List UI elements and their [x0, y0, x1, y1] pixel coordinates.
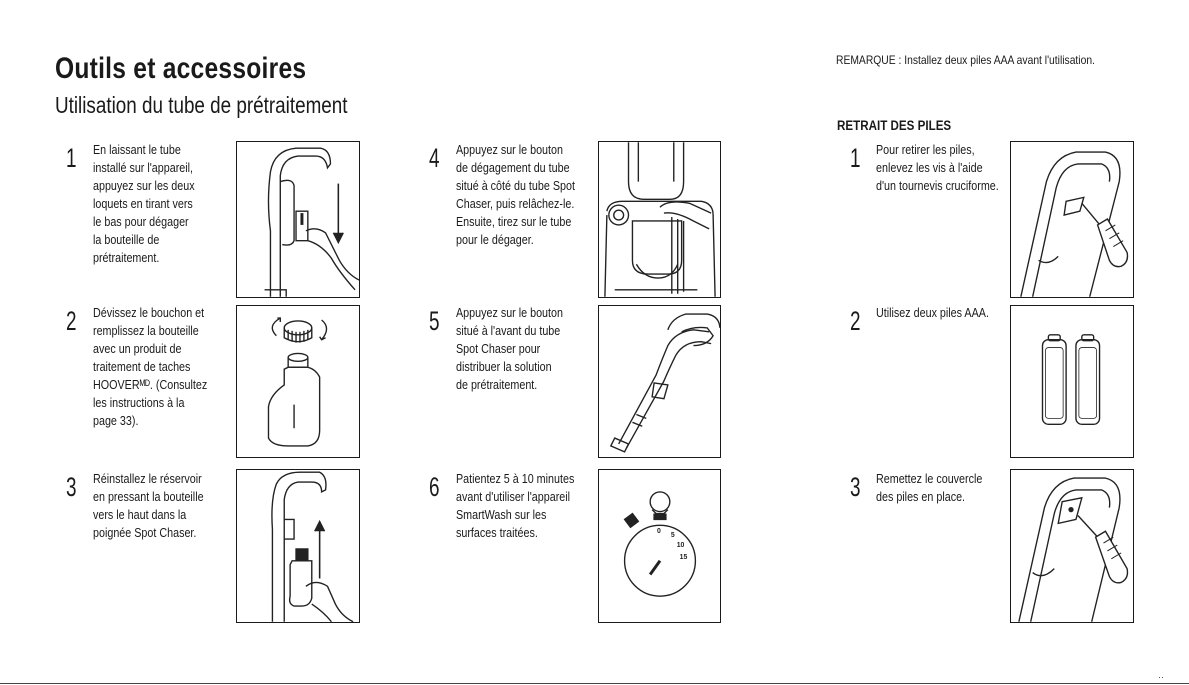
page-mark: ·· — [1158, 672, 1164, 682]
battery-step-3-illustration — [1010, 469, 1134, 623]
battery-step-2-illustration — [1010, 305, 1134, 458]
battery-section-heading: RETRAIT DES PILES — [837, 118, 952, 133]
step-3-number: 3 — [66, 472, 77, 502]
step-2-text: Dévissez le bouchon et remplissez la bouteille avec un produit de traitement de taches HOOVERᴹᴰ. (Consultez les instructions à la page 33). — [93, 306, 208, 428]
footer-rule — [0, 683, 1189, 684]
timer-label-0: 0 — [657, 528, 661, 536]
battery-step-1-text: Pour retirer les piles, enlevez les vis à l'aide d'un tournevis cruciforme. — [876, 143, 999, 193]
step-1-number: 1 — [66, 143, 77, 173]
step-1-illustration — [236, 141, 360, 298]
battery-step-2-text: Utilisez deux piles AAA. — [876, 306, 989, 320]
step-1-text: En laissant le tube installé sur l'appareil, appuyez sur les deux loquets en tirant vers le bas pour dégager la bouteille de prétraitement. — [93, 143, 195, 265]
step-6-text: Patientez 5 à 10 minutes avant d'utiliser l'appareil SmartWash sur les surfaces traitées. — [456, 472, 575, 540]
step-5-text: Appuyez sur le bouton situé à l'avant du tube Spot Chaser pour distribuer la solution de prétraitement. — [456, 306, 563, 392]
timer-label-5: 5 — [670, 532, 675, 540]
timer-label-15: 15 — [679, 553, 688, 561]
battery-step-1-number: 1 — [850, 143, 861, 173]
page-subtitle: Utilisation du tube de prétraitement — [55, 92, 348, 118]
step-2-number: 2 — [66, 306, 77, 336]
step-4-text: Appuyez sur le bouton de dégagement du tube situé à côté du tube Spot Chaser, puis relâchez-le. Ensuite, tirez sur le tube pour le dégager. — [456, 143, 575, 247]
step-4-illustration — [598, 141, 721, 298]
battery-step-2-number: 2 — [850, 306, 861, 336]
timer-label-10: 10 — [676, 541, 685, 549]
step-6-illustration — [598, 469, 721, 623]
step-6-number: 6 — [429, 472, 440, 502]
step-4-number: 4 — [429, 143, 440, 173]
battery-note: REMARQUE : Installez deux piles AAA avant l'utilisation. — [836, 53, 1095, 67]
step-5-number: 5 — [429, 306, 440, 336]
step-2-illustration — [236, 305, 360, 458]
page-title: Outils et accessoires — [55, 52, 307, 85]
battery-step-3-number: 3 — [850, 472, 861, 502]
step-3-illustration — [236, 469, 360, 623]
battery-step-1-illustration — [1010, 141, 1134, 298]
battery-step-3-text: Remettez le couvercle des piles en place. — [876, 472, 983, 504]
step-3-text: Réinstallez le réservoir en pressant la bouteille vers le haut dans la poignée Spot Chaser. — [93, 472, 204, 540]
step-5-illustration — [598, 305, 721, 458]
